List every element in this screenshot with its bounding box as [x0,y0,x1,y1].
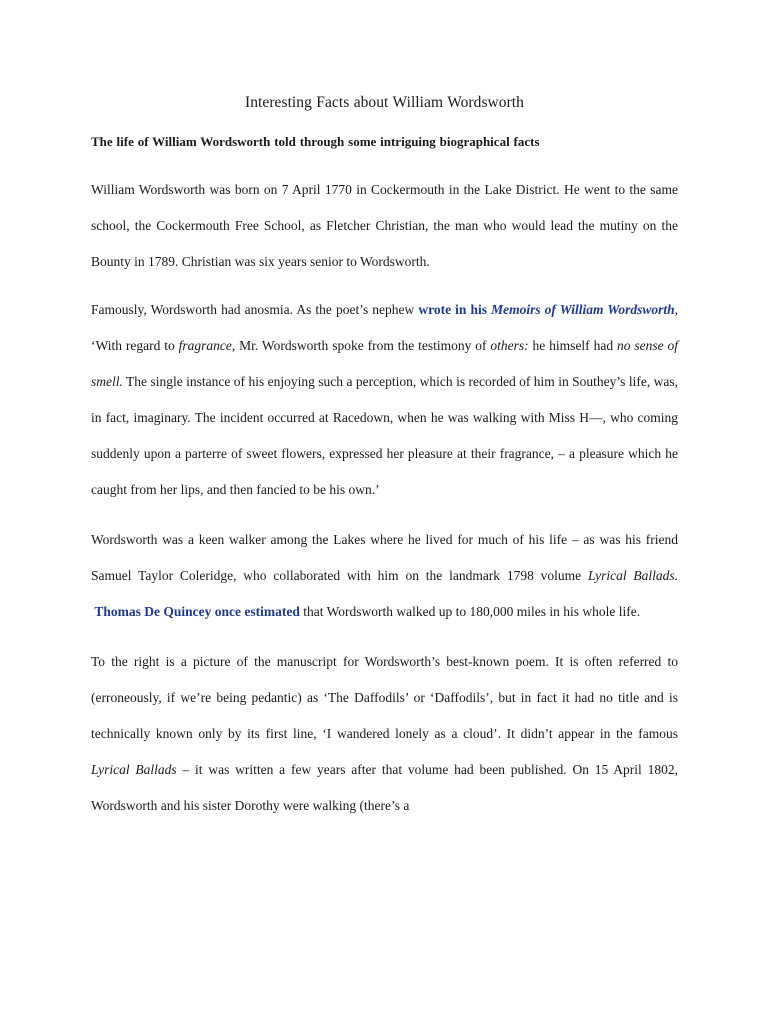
italic-text: Lyrical Ballads. [587,568,678,583]
italic-text: fragrance [178,338,232,353]
document-title: Interesting Facts about William Wordsworth [245,94,524,111]
paragraph-text: To the right is a picture of the manuscript for Wordsworth’s best-known poem. It is often referred to (erroneously, if we’re being pedantic) as ‘The Daffodils’ or ‘Daffodils’, but in fact it had no title and is technically known only by its first line, ‘I wandered lonely as a cloud’. It didn’t appear in the famous [91,654,678,741]
paragraph-text: Famously, Wordsworth had anosmia. As the poet’s nephew [91,302,419,317]
paragraph-text: he himself had [528,338,617,353]
memoirs-link[interactable] [418,302,674,317]
paragraph-text: The single instance of his enjoying such a perception, which is recorded of him in Southey’s life, was, in fact, imaginary. The incident occurred at Racedown, when he was walking with Miss H—, who coming suddenly upon a parterre of sweet flowers, expressed her pleasure at their fragrance, – a pleasure which he caught from her lips, and then fancied to be his own.’ [91,374,678,497]
link-italic-title: Memoirs of William Wordsworth [491,302,675,317]
de-quincey-link[interactable]: Thomas De Quincey once estimated [94,604,300,619]
paragraph-birth [91,172,678,280]
italic-text: others: [490,338,529,353]
paragraph-text: , ‘With regard to [91,302,678,353]
paragraph-daffodils [91,644,678,824]
italic-text: Lyrical Ballads [91,762,177,777]
paragraph-text: – it was written a few years after that volume had been published. On 15 April 1802, Wordsworth and his sister Dorothy were walking (there’s a [91,762,678,813]
paragraph-text: , Mr. Wordsworth spoke from the testimony of [231,338,491,353]
paragraph-anosmia [91,292,678,508]
paragraph-text: that Wordsworth walked up to 180,000 miles in his whole life. [299,604,641,619]
document-subtitle: The life of William Wordsworth told through some intriguing biographical facts [91,134,540,149]
paragraph-text: Wordsworth was a keen walker among the Lakes where he lived for much of his life – as was his friend Samuel Taylor Coleridge, who collaborated with him on the landmark 1798 volume [91,532,678,583]
paragraph-text: William Wordsworth was born on 7 April 1770 in Cockermouth in the Lake District. He went to the same school, the Cockermouth Free School, as Fletcher Christian, the man who would lead the mutiny on the Bounty in 1789. Christian was six years senior to Wordsworth. [91,182,678,269]
document-page [91,92,678,824]
italic-text: no sense of smell. [91,338,678,389]
link-text: wrote in his [418,302,492,317]
paragraph-walking [91,522,678,630]
